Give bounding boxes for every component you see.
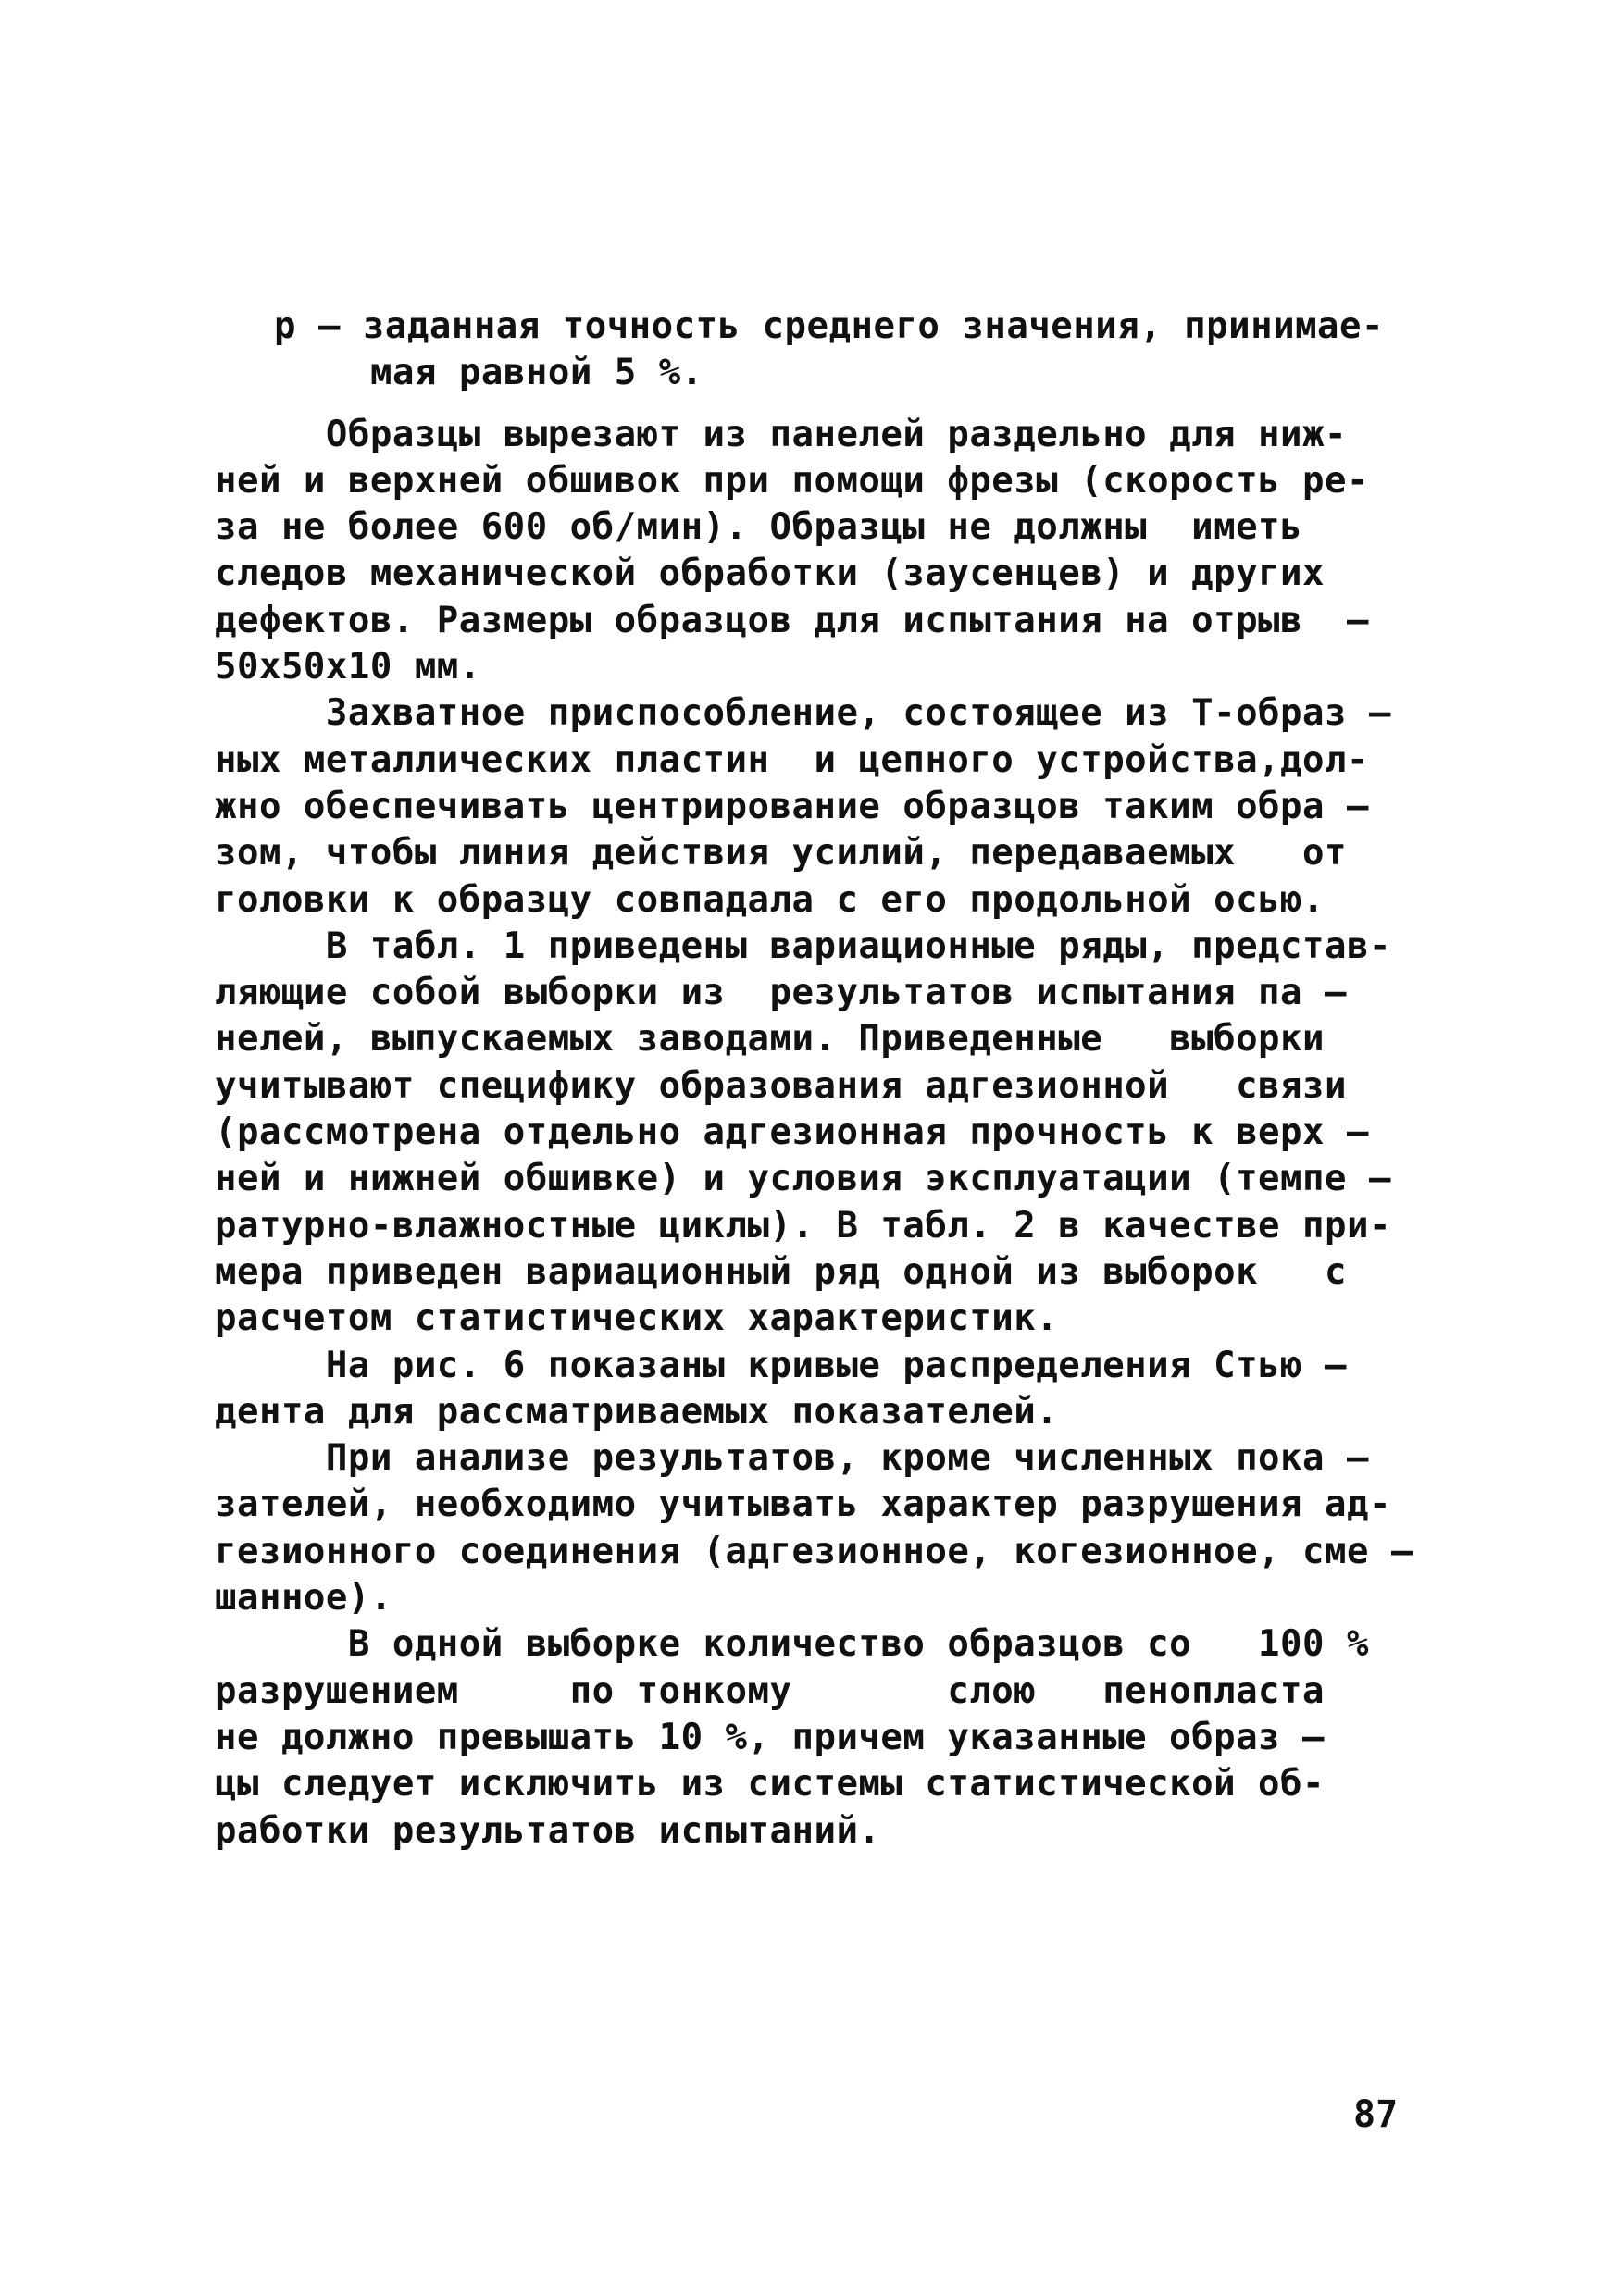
paragraph-line: шанное). (215, 1577, 392, 1620)
paragraph-sample-exclusion (215, 1621, 1418, 1854)
paragraph-line: ляющие собой выборки из результатов испытания па – (215, 972, 1347, 1014)
paragraph-failure-analysis (215, 1435, 1418, 1621)
paragraph-line: следов механической обработки (заусенцев) и других (215, 552, 1325, 595)
paragraph-line: В табл. 1 приведены вариационные ряды, представ- (215, 925, 1391, 967)
paragraph-line: (рассмотрена отдельно адгезионная прочность к верх – (215, 1111, 1369, 1154)
paragraph-line: цы следует исключить из системы статистической об- (215, 1763, 1325, 1806)
paragraph-line: разрушением по тонкому слою пенопласта (215, 1669, 1325, 1712)
body-text (215, 304, 1418, 1855)
paragraph-line: мера приведен вариационный ряд одной из выборок с (215, 1250, 1347, 1293)
paragraph-line: учитывают специфику образования адгезионной связи (215, 1064, 1347, 1107)
definition (215, 304, 1418, 397)
paragraph-line: При анализе результатов, кроме численных пока – (215, 1437, 1369, 1480)
definition-line: мая равной 5 %. (370, 352, 703, 394)
paragraph-line: нелей, выпускаемых заводами. Приведенные выборки (215, 1018, 1325, 1061)
definition-line: р – заданная точность среднего значения, принимае- (274, 305, 1384, 347)
paragraph-line: не должно превышать 10 %, причем указанные образ – (215, 1716, 1325, 1758)
paragraph-line: дента для рассматриваемых показателей. (215, 1390, 1059, 1433)
paragraph-line: ней и нижней обшивке) и условия эксплуатации (темпе – (215, 1158, 1391, 1200)
paragraph-line: головки к образцу совпадала с его продольной осью. (215, 878, 1325, 921)
paragraph-line: работки результатов испытаний. (215, 1809, 881, 1852)
paragraph-line: ней и верхней обшивок при помощи фрезы (скорость ре- (215, 459, 1369, 502)
paragraph-student-curves (215, 1343, 1418, 1436)
paragraph-line: ратурно-влажностные циклы). В табл. 2 в качестве при- (215, 1204, 1391, 1247)
paragraph-line: На рис. 6 показаны кривые распределения Стью – (215, 1344, 1347, 1386)
paragraph-line: Захватное приспособление, состоящее из Т-образ – (215, 692, 1391, 735)
page-number: 87 (1353, 2093, 1399, 2136)
paragraph-line: 50х50х10 мм. (215, 646, 481, 689)
paragraph-sample-cutting (215, 412, 1418, 691)
paragraph-line: В одной выборке количество образцов со 100 % (215, 1623, 1369, 1666)
paragraph-line: Образцы вырезают из панелей раздельно для ниж- (215, 413, 1347, 455)
paragraph-line: расчетом статистических характеристик. (215, 1297, 1059, 1340)
paragraph-line: зателей, необходимо учитывать характер разрушения ад- (215, 1483, 1391, 1526)
paragraph-line: зом, чтобы линия действия усилий, передаваемых от (215, 832, 1347, 875)
paragraph-line: ных металлических пластин и цепного устройства,дол- (215, 738, 1369, 781)
paragraph-line: гезионного соединения (адгезионное, когезионное, сме – (215, 1530, 1413, 1572)
paragraph-variation-series (215, 924, 1418, 1343)
paragraph-line: за не более 600 об/мин). Образцы не должны иметь (215, 506, 1303, 549)
paragraph-line: жно обеспечивать центрирование образцов таким обра – (215, 785, 1369, 827)
paragraph-gripping-device (215, 690, 1418, 923)
paragraph-line: дефектов. Размеры образцов для испытания на отрыв – (215, 599, 1369, 641)
